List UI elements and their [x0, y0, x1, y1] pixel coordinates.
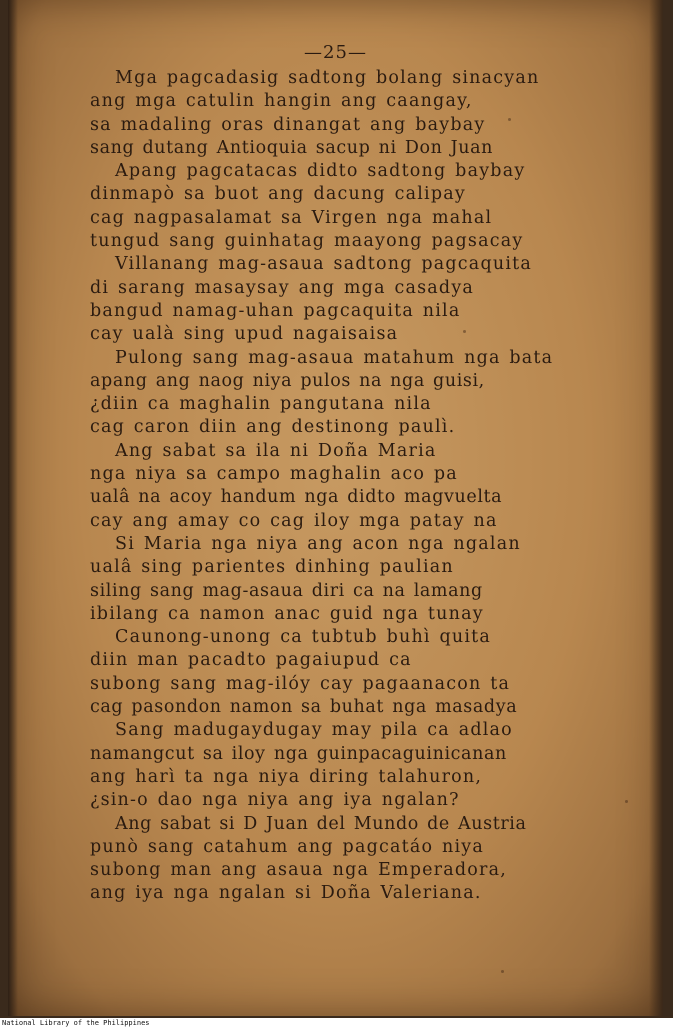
page-edge-shadow-left — [8, 0, 18, 1016]
poem-line: nga niya sa campo maghalin aco pa — [90, 464, 458, 485]
poem-line: ang mga catulin hangin ang caangay, — [90, 91, 473, 112]
poem-line: Pulong sang mag-asaua matahum nga bata — [115, 347, 554, 368]
poem-line: cag nagpasalamat sa Virgen nga mahal — [90, 207, 493, 228]
poem-line: cag pasondon namon sa buhat nga masadya — [90, 697, 518, 718]
poem-line: bangud namag-uhan pagcaquita nila — [90, 300, 461, 321]
poem-line: siling sang mag-asaua diri ca na lamang — [90, 580, 483, 601]
book-page — [8, 0, 663, 1016]
poem-line: ¿sin-o dao nga niya ang iya ngalan? — [90, 790, 460, 811]
poem-text-block — [90, 67, 610, 906]
poem-line: tungud sang guinhatag maayong pagsacay — [90, 231, 524, 252]
poem-line: Ang sabat si D Juan del Mundo de Austria — [115, 813, 527, 834]
poem-line: Sang madugaydugay may pila ca adlao — [115, 720, 513, 741]
poem-line: Caunong-unong ca tubtub buhì quita — [115, 627, 492, 648]
poem-line: Si Maria nga niya ang acon nga ngalan — [115, 533, 521, 554]
poem-line: diin man pacadto pagaiupud ca — [90, 650, 412, 671]
poem-line: ang harì ta nga niya diring talahuron, — [90, 766, 483, 787]
poem-line: cay ang amay co cag iloy mga patay na — [90, 510, 498, 531]
poem-line: di sarang masaysay ang mga casadya — [90, 277, 475, 298]
poem-line: sang dutang Antioquia sacup ni Don Juan — [90, 137, 494, 158]
poem-line: apang ang naog niya pulos na nga guisi, — [90, 370, 485, 391]
paper-speck — [463, 330, 466, 333]
poem-line: Ang sabat sa ila ni Doña Maria — [115, 440, 437, 461]
poem-line: namangcut sa iloy nga guinpacaguinicanan — [90, 743, 507, 764]
poem-line: cag caron diin ang destinong paulì. — [90, 417, 456, 438]
poem-line: dinmapò sa buot ang dacung calipay — [90, 184, 466, 205]
page-edge-shadow-right — [649, 0, 663, 1016]
poem-line: ¿diin ca maghalin pangutana nila — [90, 394, 432, 415]
poem-line: Apang pagcatacas didto sadtong baybay — [115, 161, 526, 182]
paper-speck — [508, 118, 511, 121]
poem-line: Villanang mag-asaua sadtong pagcaquita — [115, 254, 532, 275]
poem-line: Mga pagcadasig sadtong bolang sinacyan — [115, 68, 540, 88]
poem-line: cay ualà sing upud nagaisaisa — [90, 324, 399, 345]
poem-line: sa madaling oras dinangat ang baybay — [90, 114, 486, 135]
poem-line: ualâ sing parientes dinhing paulian — [90, 557, 454, 578]
poem-line: subong sang mag-ilóy cay pagaanacon ta — [90, 673, 511, 694]
poem-line: ibilang ca namon anac guid nga tunay — [90, 603, 484, 624]
paper-speck — [625, 800, 628, 803]
poem-line: punò sang catahum ang pagcatáo niya — [90, 836, 484, 857]
library-credit: National Library of the Philippines — [0, 1018, 673, 1028]
paper-speck — [501, 970, 504, 973]
poem-line: subong man ang asaua nga Emperadora, — [90, 860, 507, 881]
poem-line: ualâ na acoy handum nga didto magvuelta — [90, 487, 503, 508]
page-number: —25— — [304, 42, 367, 63]
poem-line: ang iya nga ngalan si Doña Valeriana. — [90, 883, 482, 904]
